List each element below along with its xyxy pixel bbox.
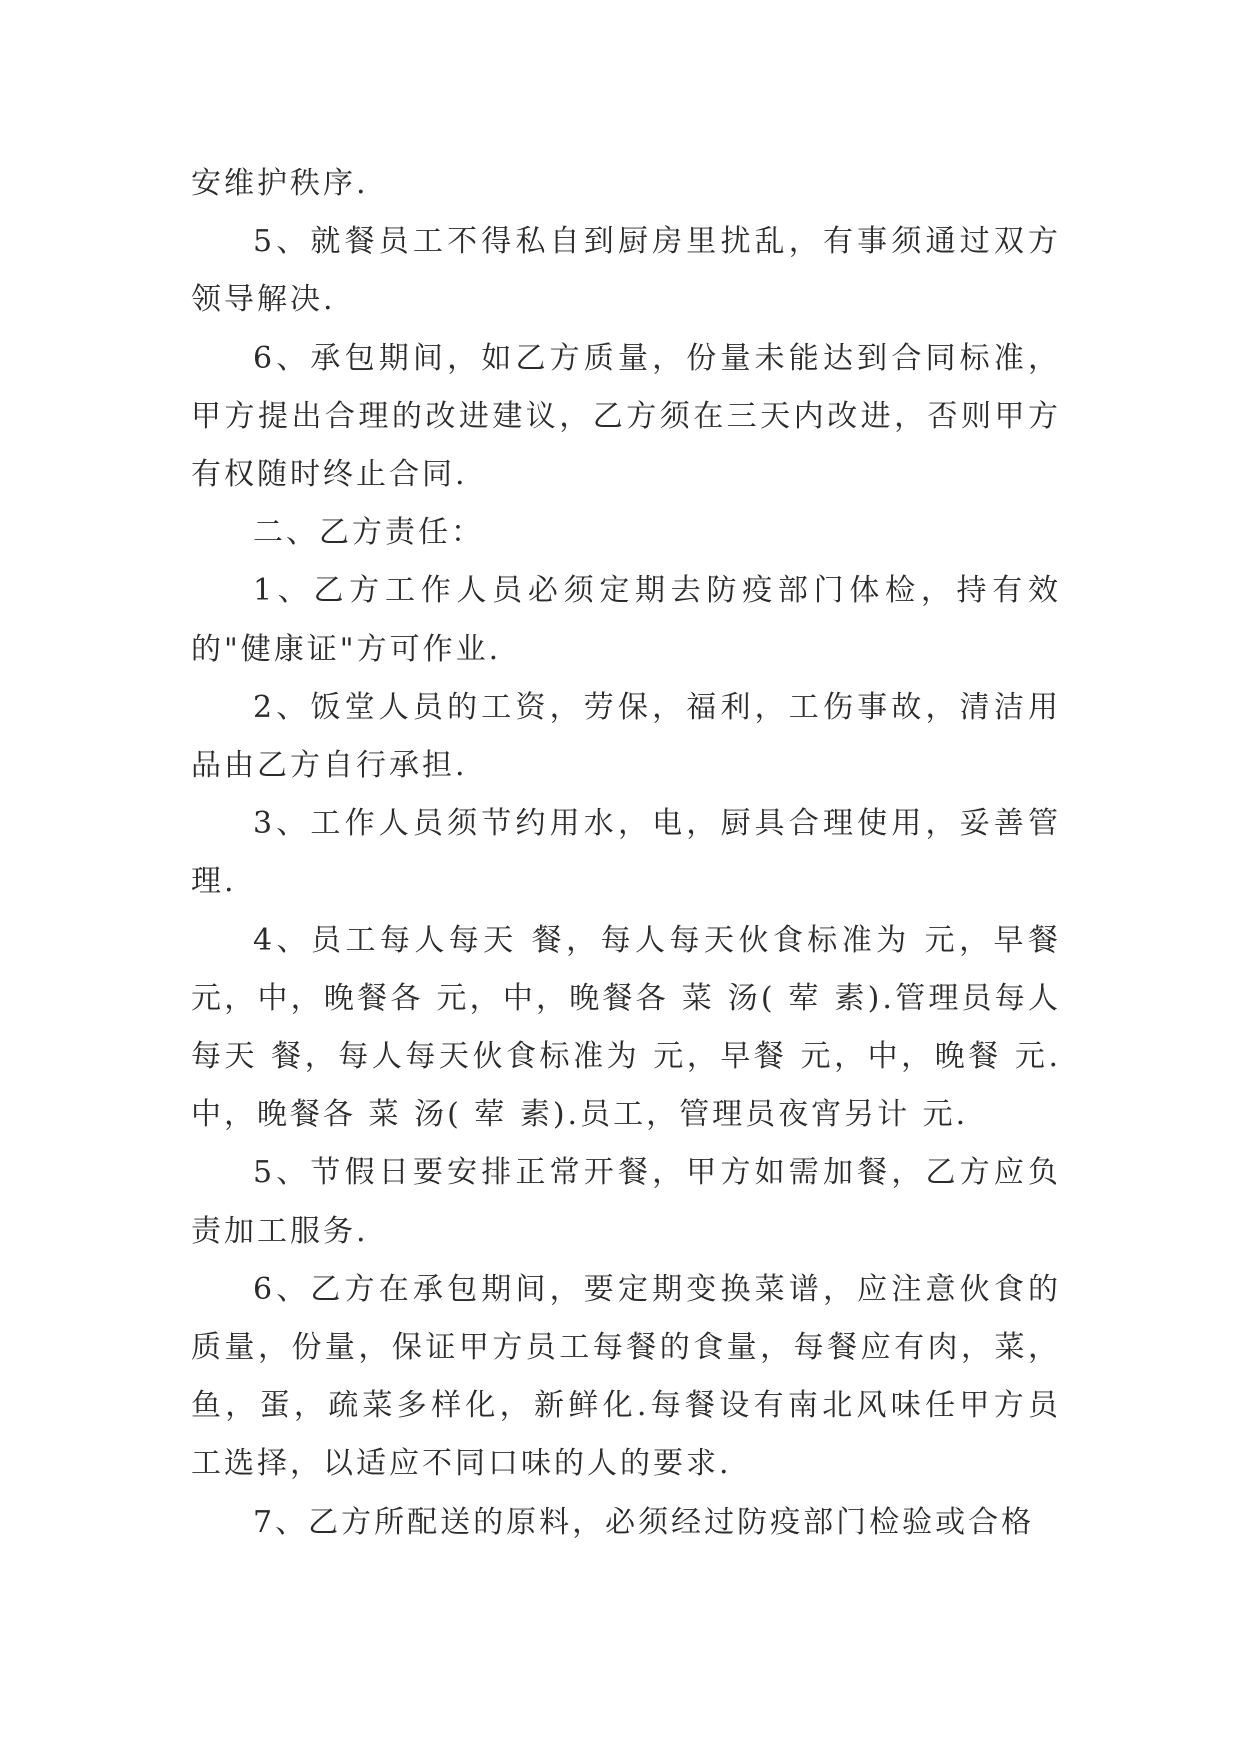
paragraph-b-item-2: 2、饭堂人员的工资，劳保，福利，工伤事故，清洁用品由乙方自行承担. [191, 689, 1061, 784]
paragraph-b-item-4: 4、员工每人每天 餐，每人每天伙食标准为 元，早餐 元，中，晚餐各 元，中，晚餐各 菜 汤( 荤 素).管理员每人每天 餐，每人每天伙食标准为 元，早餐 元，中，晚餐 元.中，晚餐各 菜 汤( 荤 素).员工，管理员夜宵另计 元. [191, 922, 1061, 1133]
section-heading-party-b-responsibility: 二、乙方责任： [253, 515, 484, 551]
paragraph-b-item-7: 7、乙方所配送的原料，必须经过防疫部门检验或合格 [253, 1504, 1035, 1540]
paragraph-item-5: 5、就餐员工不得私自到厨房里扰乱，有事须通过双方领导解决. [191, 224, 1061, 318]
paragraph-b-item-6: 6、乙方在承包期间，要定期变换菜谱，应注意伙食的质量，份量，保证甲方员工每餐的食量，每餐应有肉，菜，鱼，蛋，疏菜多样化，新鲜化.每餐设有南北风味任甲方员工选择，以适应不同口味的人的要求. [191, 1271, 1061, 1482]
paragraph-b-item-3: 3、工作人员须节约用水，电，厨具合理使用，妥善管理. [191, 806, 1061, 900]
paragraph-continuation: 安维护秩序. [191, 166, 369, 201]
document-body [191, 155, 1061, 1552]
paragraph-b-item-5: 5、节假日要安排正常开餐，甲方如需加餐，乙方应负责加工服务. [191, 1155, 1061, 1249]
paragraph-b-item-1: 1、乙方工作人员必须定期去防疫部门体检，持有效的"健康证"方可作业. [191, 573, 1061, 667]
paragraph-item-6: 6、承包期间，如乙方质量，份量未能达到合同标准，甲方提出合理的改进建议，乙方须在三天内改进，否则甲方有权随时终止合同. [191, 340, 1061, 493]
